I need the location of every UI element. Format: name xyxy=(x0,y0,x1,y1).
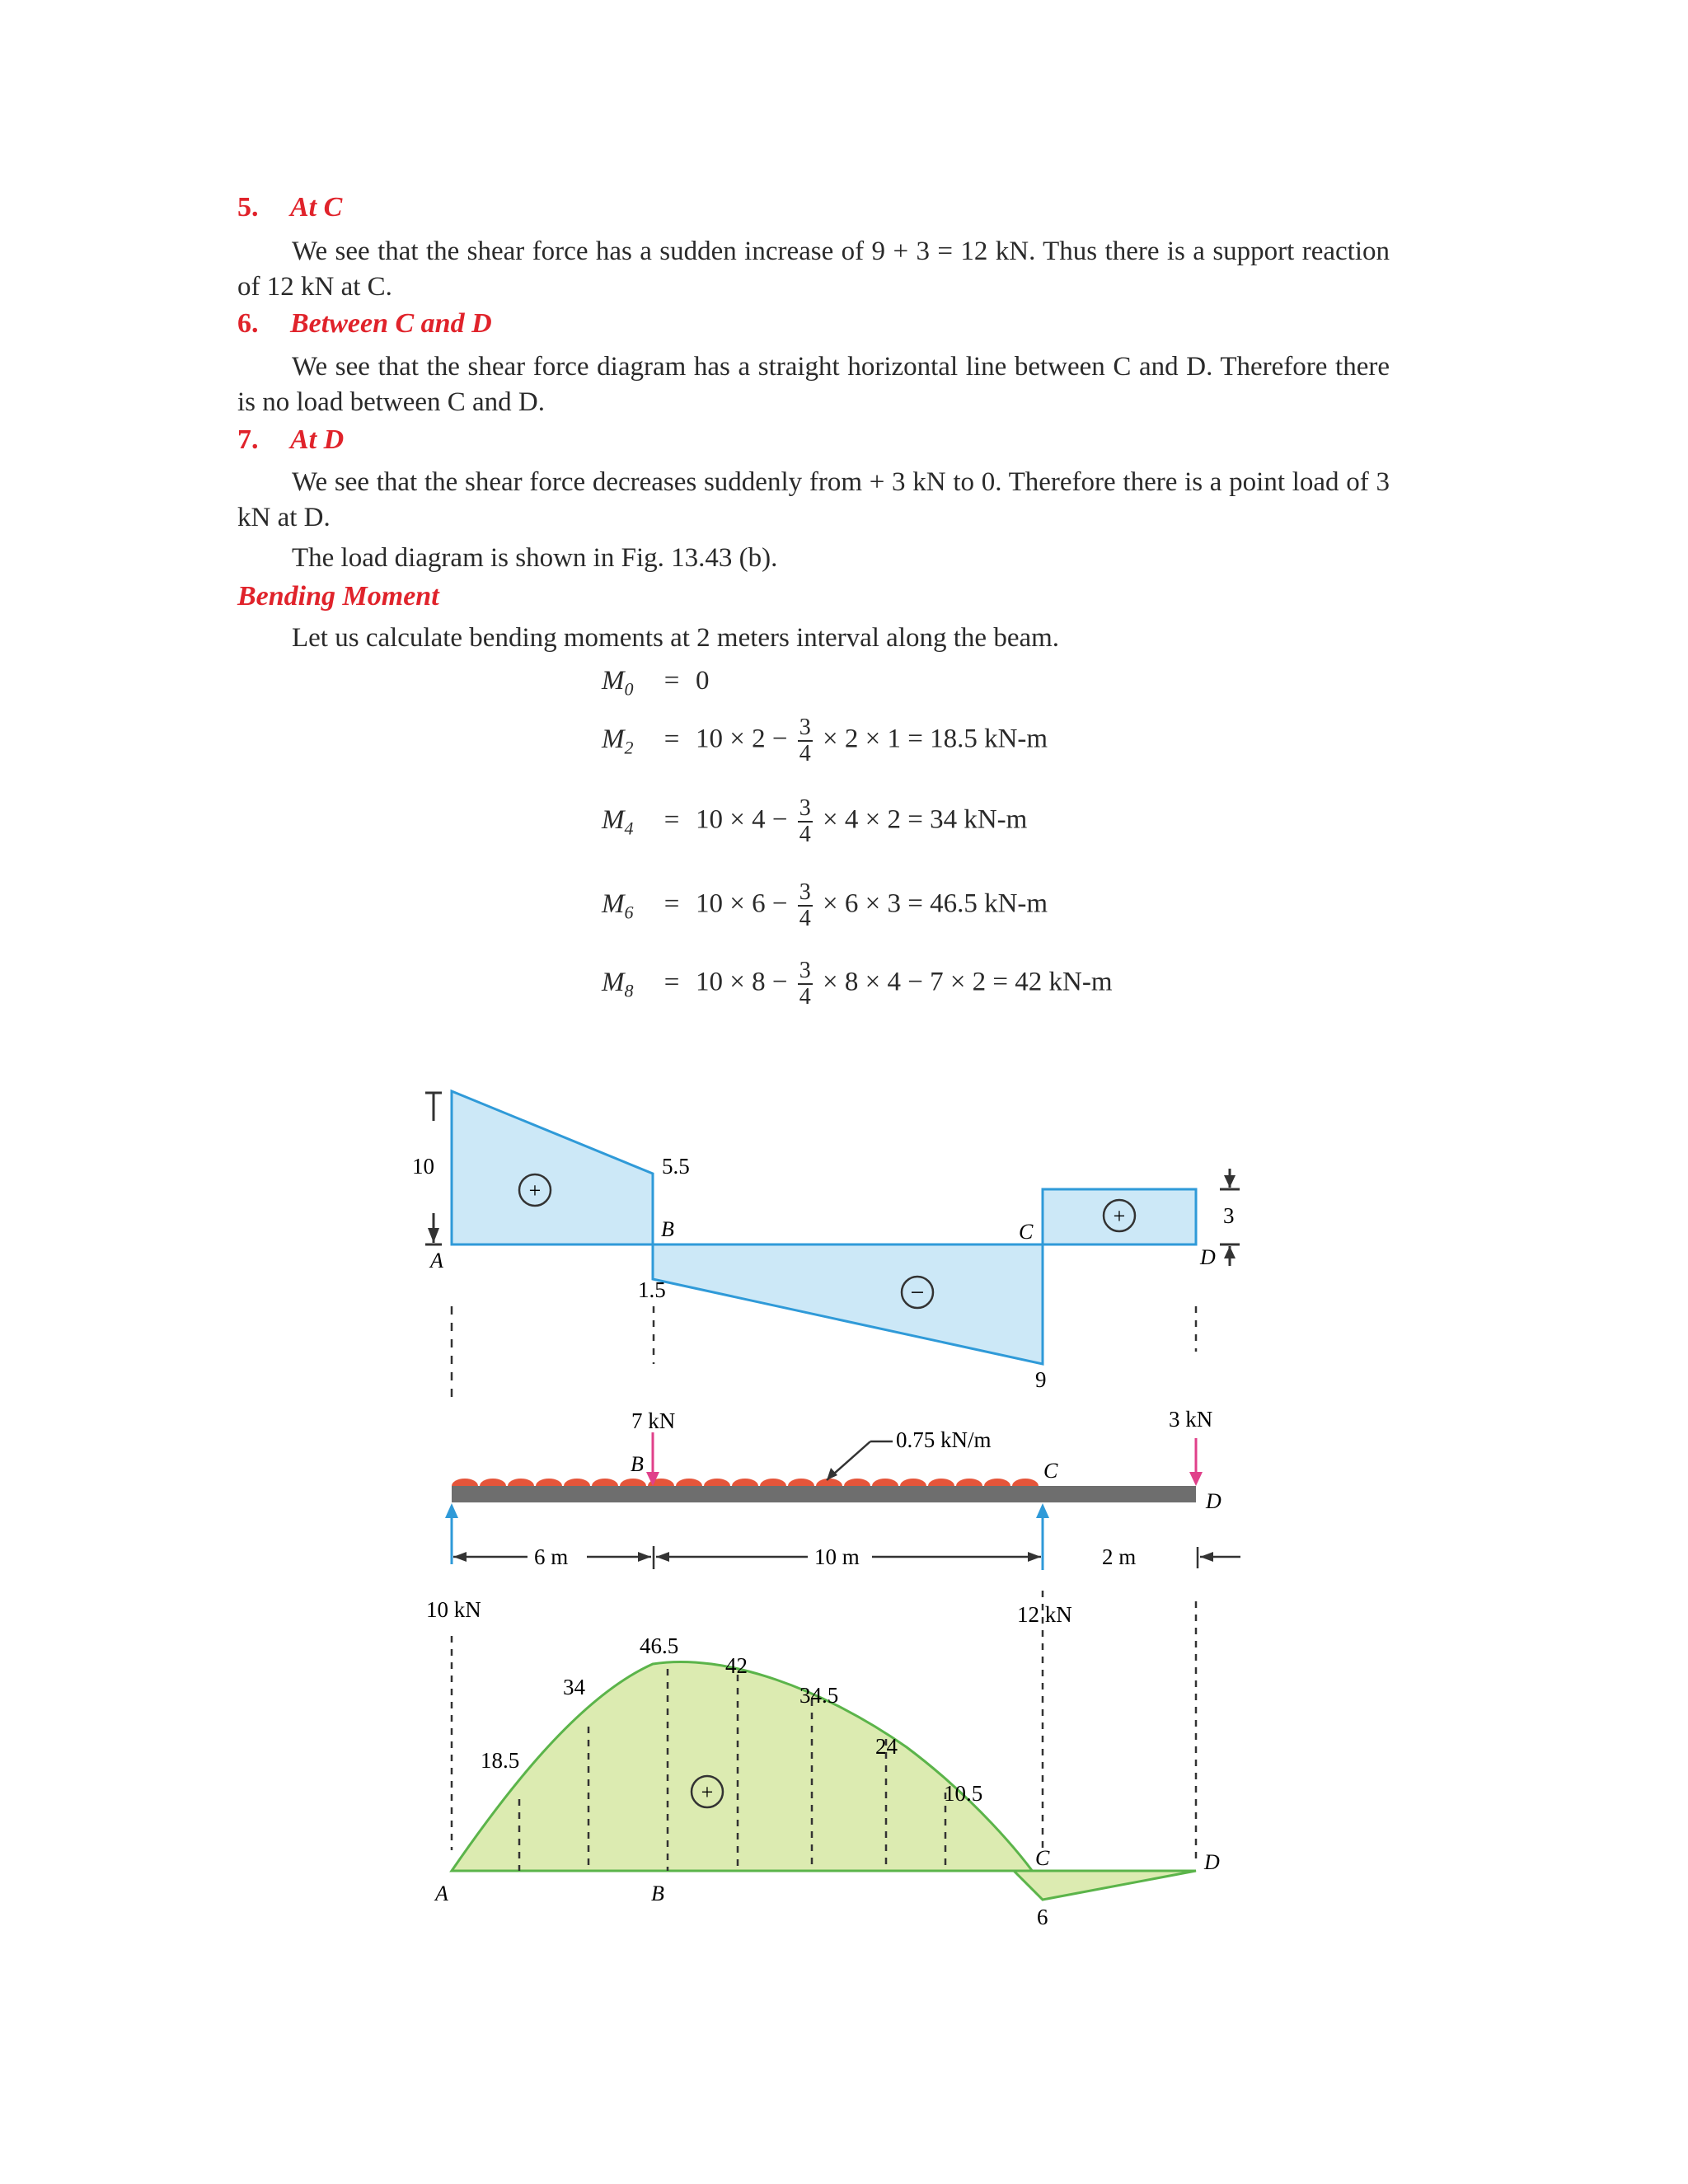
reaction-label-12kn: 12 kN xyxy=(1017,1602,1072,1627)
bmd-value-18-5: 18.5 xyxy=(481,1748,520,1773)
para-at-d: We see that the shear force decreases suddenly from + 3 kN to 0. Therefore there is a point load of 3 kN at D. xyxy=(237,467,1390,532)
heading-between-c-d: 6. Between C and D xyxy=(237,308,492,339)
bending-moment-diagram xyxy=(434,1591,1220,1929)
sfd-label-9: 9 xyxy=(1035,1367,1047,1392)
load-label-7kn: 7 kN xyxy=(631,1408,676,1433)
bmd-label-d: D xyxy=(1204,1850,1220,1874)
bmd-value-34: 34 xyxy=(563,1675,585,1699)
equation-m6: $M_6 = 10 \times 6$ − $\frac{3}{4}$ × 6 × 3 = 46.5 kN-m xyxy=(602,879,1048,931)
bmd-value-10-5: 10.5 xyxy=(944,1781,983,1806)
shear-force-diagram xyxy=(412,1091,1240,1397)
heading-at-d: 7. At D xyxy=(237,424,345,455)
beam xyxy=(452,1486,1196,1502)
svg-text:+: + xyxy=(1113,1204,1126,1228)
para-between-c-d: We see that the shear force diagram has a straight horizontal line between C and D. Therefore there is no load between C and D. xyxy=(237,352,1390,417)
bmd-negative-region xyxy=(1014,1871,1196,1900)
equation-m8: $M_8 = 10 \times 8$ − $\frac{3}{4}$ × 8 × 4 − 7 × 2 = 42 kN-m xyxy=(602,958,1113,1010)
bmd-value-6: 6 xyxy=(1037,1905,1048,1929)
sfd-label-10: 10 xyxy=(412,1154,434,1179)
bending-intro: Let us calculate bending moments at 2 meters interval along the beam. xyxy=(292,623,1060,653)
sfd-label-3: 3 xyxy=(1223,1203,1235,1228)
bmd-label-a: A xyxy=(435,1882,448,1905)
udl-arcs xyxy=(452,1479,1039,1486)
section-bending-moment: Bending Moment xyxy=(237,581,439,612)
para-at-c: We see that the shear force has a sudden increase of 9 + 3 = 12 kN. Thus there is a support reaction of 12 kN at C. xyxy=(237,237,1390,302)
equation-m2: $M_2 = 10 \times 2$ − $\frac{3}{4}$ × 2 × 1 = 18.5 kN-m xyxy=(602,715,1048,766)
svg-text:+: + xyxy=(701,1780,714,1804)
bmd-label-c: C xyxy=(1035,1846,1050,1870)
dim-6m: 6 m xyxy=(534,1544,569,1569)
sfd-label-5-5: 5.5 xyxy=(662,1154,690,1179)
sfd-label-1-5: 1.5 xyxy=(638,1277,666,1302)
dim-2m: 2 m xyxy=(1102,1544,1137,1569)
svg-text:+: + xyxy=(528,1179,542,1202)
load-label-b: B xyxy=(631,1452,644,1476)
sfd-negative-region-bc xyxy=(653,1244,1043,1364)
load-label-3kn: 3 kN xyxy=(1169,1407,1213,1432)
equation-m0: $M_0 = 0$ xyxy=(602,666,710,700)
bmd-value-24: 24 xyxy=(875,1734,898,1759)
bmd-value-46-5: 46.5 xyxy=(640,1633,679,1658)
bmd-label-b: B xyxy=(651,1882,664,1905)
svg-text:−: − xyxy=(910,1279,925,1306)
sfd-label-d: D xyxy=(1200,1245,1216,1269)
load-label-udl: 0.75 kN/m xyxy=(896,1427,992,1452)
dim-10m: 10 m xyxy=(814,1544,860,1569)
reaction-a-arrow xyxy=(445,1503,458,1518)
reaction-c-arrow xyxy=(1036,1503,1049,1518)
equation-m4: $M_4 = 10 \times 4$ − $\frac{3}{4}$ × 4 × 2 = 34 kN-m xyxy=(602,795,1028,847)
sfd-positive-region-ab xyxy=(452,1091,653,1244)
load-diagram-note: The load diagram is shown in Fig. 13.43 (b). xyxy=(292,543,778,573)
bmd-value-42: 42 xyxy=(725,1653,748,1678)
bmd-positive-region xyxy=(452,1661,1043,1886)
heading-at-c: 5. At C xyxy=(237,192,343,223)
point-load-d-arrow xyxy=(1189,1472,1203,1486)
sfd-label-a: A xyxy=(430,1249,443,1272)
bmd-value-34-5: 34.5 xyxy=(799,1683,839,1708)
load-label-d: D xyxy=(1206,1489,1221,1513)
sfd-label-b: B xyxy=(661,1217,674,1241)
sfd-label-c: C xyxy=(1019,1220,1034,1244)
load-diagram xyxy=(426,1407,1240,1627)
reaction-label-10kn: 10 kN xyxy=(426,1597,481,1622)
load-label-c: C xyxy=(1043,1459,1058,1483)
